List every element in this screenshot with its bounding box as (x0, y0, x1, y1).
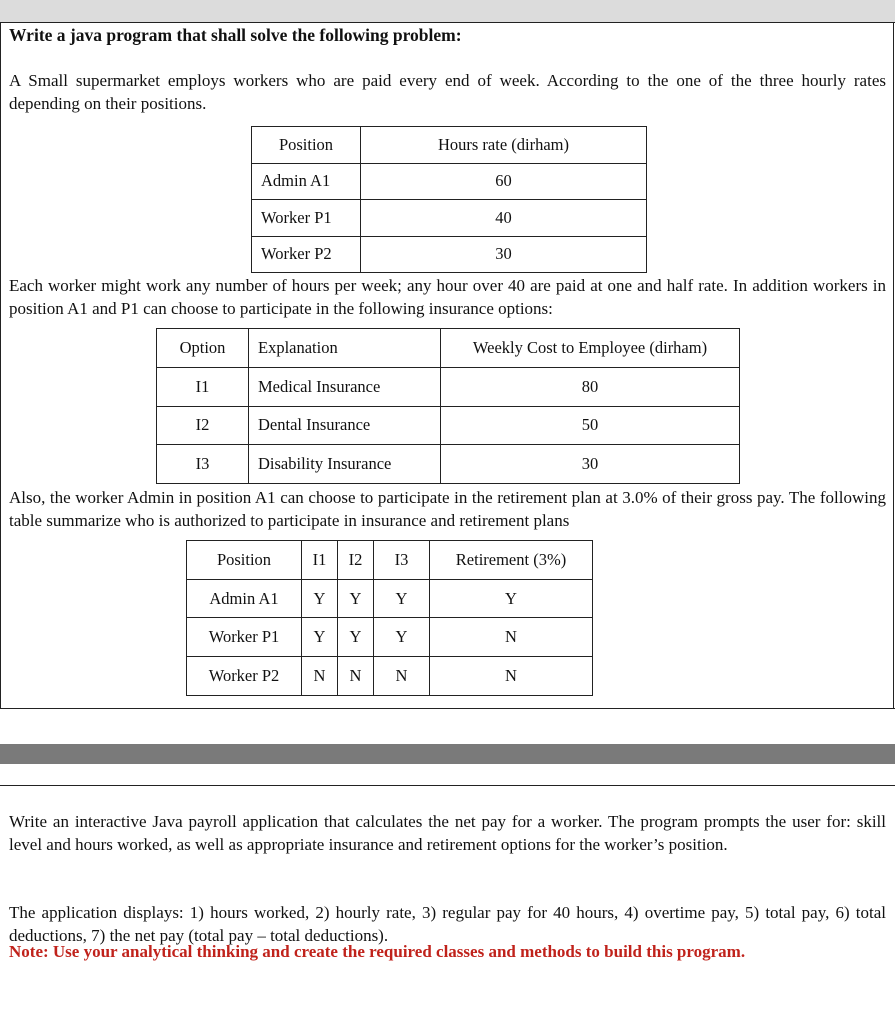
intro-paragraph: A Small supermarket employs workers who are paid every end of week. According to the one of the three hourly rates depending on their positions. (9, 71, 886, 113)
header-hours-rate: Hours rate (dirham) (361, 127, 647, 164)
table-cell: Medical Insurance (249, 367, 441, 406)
table-cell: Y (338, 618, 374, 657)
table-cell: 30 (361, 236, 647, 273)
table-cell: 40 (361, 200, 647, 237)
table-cell: 30 (441, 445, 740, 484)
header-weekly-cost: Weekly Cost to Employee (dirham) (441, 329, 740, 368)
table-row (187, 579, 593, 618)
table-cell: 60 (361, 163, 647, 200)
table-cell: N (374, 657, 430, 696)
header-explanation: Explanation (249, 329, 441, 368)
table-row (157, 445, 740, 484)
header-retirement: Retirement (3%) (430, 541, 593, 580)
overtime-paragraph: Each worker might work any number of hours per week; any hour over 40 are paid at one and half rate. In addition workers in position A1 and P1 can choose to participate in the following insurance options: (9, 276, 886, 318)
table-cell: Y (302, 579, 338, 618)
top-border (0, 22, 895, 23)
table-cell: Admin A1 (252, 163, 361, 200)
header-position: Position (187, 541, 302, 580)
table-header-row (187, 541, 593, 580)
table-row (252, 236, 647, 273)
table-cell: Worker P2 (187, 657, 302, 696)
authorization-table (186, 540, 593, 696)
table-header-row (157, 329, 740, 368)
gray-separator-band (0, 744, 895, 764)
table-cell: Y (374, 618, 430, 657)
table-cell: Admin A1 (187, 579, 302, 618)
table-cell: I1 (157, 367, 249, 406)
task-paragraph: Write an interactive Java payroll application that calculates the net pay for a worker. The program prompts the user for: skill level and hours worked, as well as appropriate insurance and retirement options for the worker’s position. (9, 812, 886, 854)
table-cell: N (430, 618, 593, 657)
table-row (252, 163, 647, 200)
table-cell: N (430, 657, 593, 696)
table-cell: N (338, 657, 374, 696)
table-cell: I2 (157, 406, 249, 445)
header-option: Option (157, 329, 249, 368)
right-border (893, 22, 894, 708)
table-cell: Worker P2 (252, 236, 361, 273)
table-row (157, 367, 740, 406)
table-cell: Disability Insurance (249, 445, 441, 484)
display-requirements-paragraph: The application displays: 1) hours worked, 2) hourly rate, 3) regular pay for 40 hours, 4) overtime pay, 5) total pay, 6) total deductions, 7) the net pay (total pay – total deductions). (9, 903, 886, 945)
table-cell: I3 (157, 445, 249, 484)
table-row (157, 406, 740, 445)
top-gray-band (0, 0, 895, 22)
header-i1: I1 (302, 541, 338, 580)
table-cell: Y (374, 579, 430, 618)
table-row (187, 657, 593, 696)
page-heading: Write a java program that shall solve the following problem: (9, 25, 462, 45)
table-row (187, 618, 593, 657)
left-border (0, 22, 1, 708)
table-cell: Y (338, 579, 374, 618)
table-cell: Y (430, 579, 593, 618)
section-divider (0, 708, 895, 709)
table-row (252, 200, 647, 237)
header-position: Position (252, 127, 361, 164)
table-cell: Dental Insurance (249, 406, 441, 445)
table-cell: N (302, 657, 338, 696)
note-text: Note: Use your analytical thinking and create the required classes and methods to build this program. (9, 942, 746, 961)
table-cell: Worker P1 (252, 200, 361, 237)
table-cell: Worker P1 (187, 618, 302, 657)
table-cell: 80 (441, 367, 740, 406)
table-cell: 50 (441, 406, 740, 445)
hourly-rates-table (251, 126, 647, 273)
insurance-options-table (156, 328, 740, 484)
header-i3: I3 (374, 541, 430, 580)
table-header-row (252, 127, 647, 164)
retirement-paragraph: Also, the worker Admin in position A1 can choose to participate in the retirement plan at 3.0% of their gross pay. The following table summarize who is authorized to participate in insurance and retirement plans (9, 488, 886, 530)
section-divider (0, 785, 895, 786)
table-cell: Y (302, 618, 338, 657)
header-i2: I2 (338, 541, 374, 580)
